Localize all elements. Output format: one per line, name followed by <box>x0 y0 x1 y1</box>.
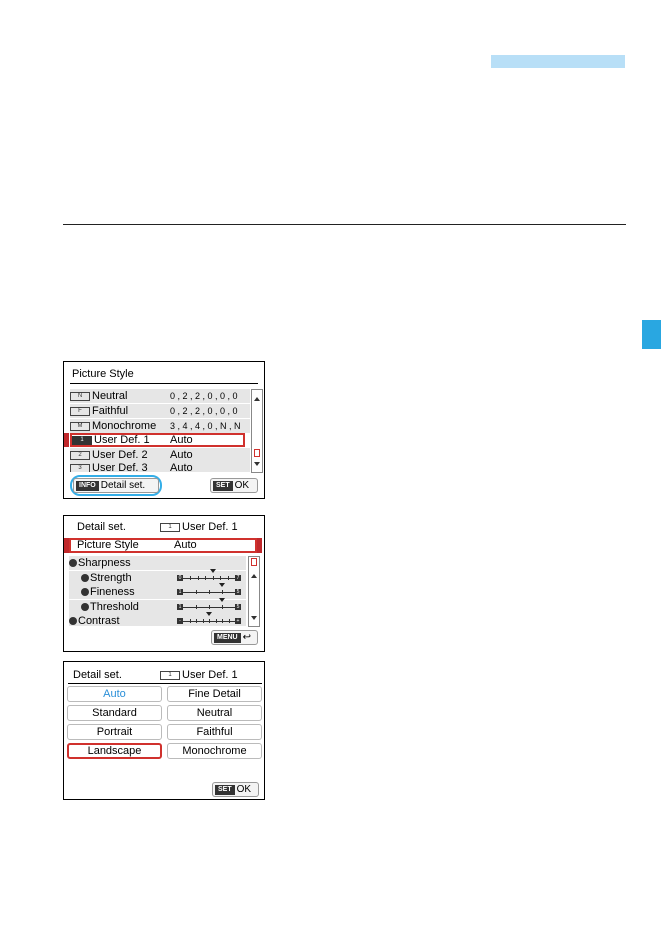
slider-tick <box>196 619 197 623</box>
set-ok-button[interactable] <box>212 782 259 797</box>
style-label: User Def. 3 <box>92 462 148 472</box>
style-value: Auto <box>170 449 193 461</box>
set-ok-button[interactable] <box>210 478 258 493</box>
option-fine-detail[interactable]: Fine Detail <box>167 686 262 702</box>
slider-tick <box>222 590 223 594</box>
detail-set-button[interactable] <box>73 478 159 493</box>
style-row-faithful[interactable] <box>70 404 250 418</box>
picture-style-row[interactable] <box>69 538 257 553</box>
picture-style-label: Picture Style <box>77 539 139 551</box>
scroll-up-icon[interactable] <box>251 574 257 578</box>
slider-tick <box>222 619 223 623</box>
detail-set-screen <box>63 515 265 652</box>
picture-style-icon: N <box>70 392 90 401</box>
slider-pointer-icon <box>210 569 216 573</box>
picture-style-screen <box>63 361 265 499</box>
slider-pointer-icon <box>219 598 225 602</box>
param-row-threshold[interactable] <box>69 600 246 614</box>
slider-max-label: + <box>236 618 240 624</box>
scroll-thumb[interactable] <box>251 558 257 566</box>
slider-pointer-icon <box>219 583 225 587</box>
slider-min-label: 0 <box>178 575 182 581</box>
style-row-user-def-2[interactable] <box>70 448 250 462</box>
fineness-slider[interactable] <box>177 588 241 596</box>
slider-tick <box>220 576 221 580</box>
detail-set-style-select-screen <box>63 661 265 800</box>
target-style <box>160 669 238 681</box>
target-style <box>160 521 238 533</box>
picture-style-icon: 3 <box>70 464 90 472</box>
scroll-down-icon[interactable] <box>251 616 257 620</box>
style-label: Neutral <box>92 390 128 402</box>
param-label: Fineness <box>90 586 135 598</box>
scrollbar[interactable] <box>251 389 263 473</box>
style-row-neutral[interactable] <box>70 389 250 403</box>
slider-pointer-icon <box>206 612 212 616</box>
scroll-thumb[interactable] <box>254 449 260 457</box>
strength-slider[interactable] <box>177 574 241 582</box>
style-label: Faithful <box>92 405 129 417</box>
selection-marker <box>64 433 69 447</box>
slider-tick <box>216 619 217 623</box>
target-style-label: User Def. 1 <box>182 669 238 681</box>
style-params: 3 , 4 , 4 , 0 , N , N <box>170 421 241 431</box>
contrast-icon <box>69 617 77 625</box>
slider-tick <box>190 576 191 580</box>
menu-back-button[interactable] <box>211 630 258 645</box>
fineness-icon <box>81 588 89 596</box>
option-faithful[interactable]: Faithful <box>167 724 262 740</box>
strength-icon <box>81 574 89 582</box>
divider-line <box>63 224 626 225</box>
style-label: User Def. 2 <box>92 449 148 461</box>
slider-max-label: 5 <box>236 604 240 610</box>
style-params: 0 , 2 , 2 , 0 , 0 , 0 <box>170 391 238 401</box>
picture-style-icon: M <box>70 422 90 431</box>
info-key-icon: INFO <box>76 481 99 491</box>
slider-min-label: 1 <box>178 604 182 610</box>
option-neutral[interactable]: Neutral <box>167 705 262 721</box>
slider-tick <box>205 576 206 580</box>
param-row-sharpness[interactable] <box>69 556 246 570</box>
style-row-user-def-1[interactable] <box>70 433 245 447</box>
picture-style-value: Auto <box>174 539 197 551</box>
scroll-down-icon[interactable] <box>254 462 260 466</box>
screen-title: Detail set. <box>73 669 122 681</box>
style-row-monochrome[interactable] <box>70 419 250 433</box>
option-standard[interactable]: Standard <box>67 705 162 721</box>
detail-set-label: Detail set. <box>100 480 146 491</box>
picture-style-icon: 1 <box>160 671 180 680</box>
slider-tick <box>213 576 214 580</box>
scrollbar[interactable] <box>248 556 260 627</box>
threshold-icon <box>81 603 89 611</box>
return-icon: ↩ <box>242 632 252 643</box>
slider-tick <box>203 619 204 623</box>
title-underline <box>68 683 262 684</box>
slider-min-label: - <box>177 618 183 624</box>
target-style-label: User Def. 1 <box>182 521 238 533</box>
ok-label: OK <box>234 480 250 491</box>
slider-max-label: 5 <box>236 589 240 595</box>
slider-tick <box>229 619 230 623</box>
style-value: Auto <box>170 462 193 472</box>
picture-style-icon: 2 <box>70 451 90 460</box>
section-header-bar <box>491 55 625 68</box>
style-params: 0 , 2 , 2 , 0 , 0 , 0 <box>170 406 238 416</box>
menu-key-icon: MENU <box>214 633 241 643</box>
chapter-tab <box>642 320 661 349</box>
sharpness-icon <box>69 559 77 567</box>
slider-max-label: 7 <box>236 575 240 581</box>
selection-marker-right <box>257 538 262 553</box>
param-label: Sharpness <box>78 557 131 569</box>
picture-style-icon: 1 <box>160 523 180 532</box>
slider-tick <box>222 605 223 609</box>
slider-tick <box>190 619 191 623</box>
style-value: Auto <box>170 434 193 446</box>
style-label: User Def. 1 <box>94 434 150 446</box>
set-key-icon: SET <box>213 481 233 491</box>
option-monochrome[interactable]: Monochrome <box>167 743 262 759</box>
contrast-slider[interactable] <box>177 617 241 625</box>
option-auto[interactable]: Auto <box>67 686 162 702</box>
param-label: Contrast <box>78 615 120 627</box>
screen-title: Picture Style <box>72 368 134 380</box>
param-row-fineness[interactable] <box>69 585 246 599</box>
option-landscape[interactable]: Landscape <box>67 743 162 759</box>
param-label: Strength <box>90 572 132 584</box>
screen-title: Detail set. <box>77 521 126 533</box>
style-row-user-def-3[interactable] <box>70 462 250 472</box>
ok-label: OK <box>236 784 252 795</box>
set-key-icon: SET <box>215 785 235 795</box>
picture-style-icon: F <box>70 407 90 416</box>
slider-tick <box>228 576 229 580</box>
style-label: Monochrome <box>92 420 157 432</box>
param-row-contrast[interactable] <box>69 614 246 626</box>
slider-min-label: 1 <box>178 589 182 595</box>
slider-tick <box>209 619 210 623</box>
slider-tick <box>209 605 210 609</box>
threshold-slider[interactable] <box>177 603 241 611</box>
picture-style-icon: 1 <box>72 436 92 445</box>
slider-tick <box>196 605 197 609</box>
title-underline <box>70 383 258 384</box>
slider-tick <box>198 576 199 580</box>
param-label: Threshold <box>90 601 139 613</box>
slider-tick <box>209 590 210 594</box>
scroll-up-icon[interactable] <box>254 397 260 401</box>
option-portrait[interactable]: Portrait <box>67 724 162 740</box>
slider-tick <box>196 590 197 594</box>
